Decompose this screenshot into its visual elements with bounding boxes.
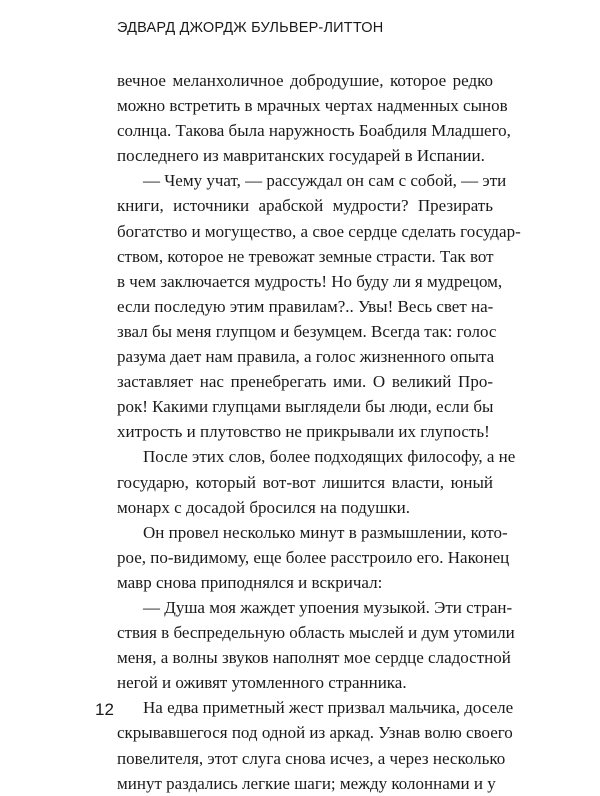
text-line: богатство и могущество, а свое сердце сделать государ-: [117, 221, 521, 241]
text-line: если последую этим правилам?.. Увы! Весь свет на-: [117, 296, 494, 316]
paragraph: [117, 444, 516, 519]
text-line: государю, который вот-вот лишится власти, юный: [117, 472, 493, 492]
text-line: хитрость и плутовство не прикрывали их глупость!: [117, 422, 490, 442]
text-line: негой и оживят утомленного странника.: [117, 673, 407, 693]
paragraph: [117, 68, 511, 168]
text-line: можно встретить в мрачных чертах надменных сынов: [117, 96, 508, 116]
text-line: минут раздались легкие шаги; между колоннами и у: [117, 773, 496, 793]
text-line: После этих слов, более подходящих философу, а не: [143, 447, 516, 467]
text-line: в чем заключается мудрость! Но буду ли я мудрецом,: [117, 271, 503, 291]
paragraph: [117, 168, 521, 444]
paragraph: [117, 520, 510, 595]
text-line: меня, а волны звуков наполнят мое сердце сладостной: [117, 648, 511, 668]
text-line: книги, источники арабской мудрости? Презирать: [117, 196, 493, 216]
text-line: На едва приметный жест призвал мальчика, доселе: [143, 698, 514, 718]
text-line: монарх с досадой бросился на подушки.: [117, 497, 410, 517]
text-line: — Чему учат, — рассуждал он сам с собой, — эти: [143, 171, 507, 191]
text-line: ством, которое не тревожат земные страсти. Так вот: [117, 246, 494, 266]
text-line: скрывавшегося под одной из аркад. Узнав волю своего: [117, 723, 513, 743]
paragraph: [117, 595, 515, 695]
text-line: солнца. Такова была наружность Боабдиля Младшего,: [117, 121, 511, 141]
body-text: [117, 68, 521, 796]
text-line: рое, по-видимому, еще более расстроило его. Наконец: [117, 547, 510, 567]
text-line: разума дает нам правила, а голос жизненного опыта: [117, 347, 495, 367]
text-line: заставляет нас пренебрегать ими. О великий Про-: [117, 372, 493, 392]
text-line: последнего из мавританских государей в Испании.: [117, 146, 485, 166]
paragraph: [117, 695, 514, 795]
running-head: ЭДВАРД ДЖОРДЖ БУЛЬВЕР-ЛИТТОН: [117, 20, 384, 36]
text-line: звал бы меня глупцом и безумцем. Всегда так: голос: [117, 321, 497, 341]
text-line: Он провел несколько минут в размышлении, кото-: [143, 522, 508, 542]
page-number: 12: [95, 700, 114, 719]
text-line: ствия в беспредельную область мыслей и дум утомили: [117, 623, 515, 643]
text-line: мавр снова приподнялся и вскричал:: [117, 572, 383, 592]
text-line: — Душа моя жаждет упоения музыкой. Эти стран-: [143, 597, 513, 617]
text-line: повелителя, этот слуга снова исчез, а через несколько: [117, 748, 506, 768]
text-line: рок! Какими глупцами выглядели бы люди, если бы: [117, 397, 494, 417]
text-line: вечное меланхоличное добродушие, которое редко: [117, 71, 493, 90]
